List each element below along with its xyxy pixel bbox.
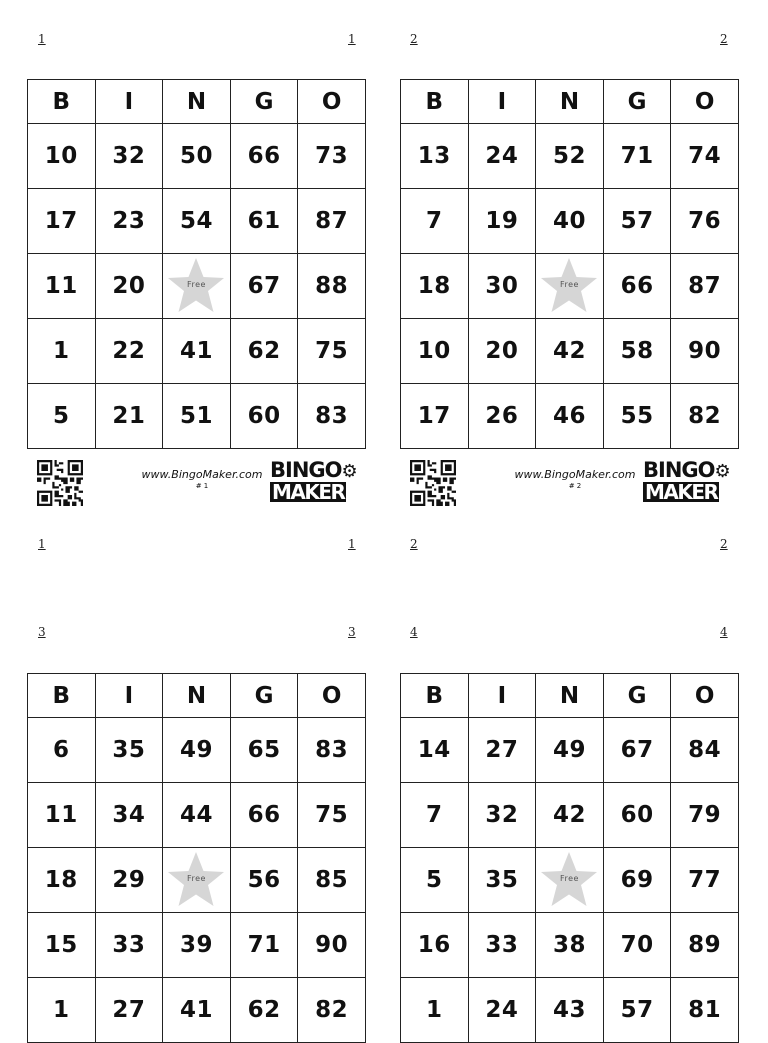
- bingo-cell: 84: [671, 718, 739, 783]
- bingo-cell: 41: [163, 319, 231, 384]
- bingo-row: [28, 254, 366, 319]
- bingo-cell: 18: [28, 848, 96, 913]
- bingo-header-row: [28, 80, 366, 124]
- site-url: www.BingoMaker.com: [141, 468, 263, 481]
- bingo-cell: 90: [298, 913, 366, 978]
- bingo-cell: 75: [298, 319, 366, 384]
- column-header-n: N: [536, 80, 604, 124]
- bingo-cell: 15: [28, 913, 96, 978]
- page-number-left: 3: [38, 625, 46, 639]
- free-label: Free: [186, 874, 206, 883]
- bingo-cell: 81: [671, 978, 739, 1043]
- bingo-grid: [27, 673, 366, 1043]
- bingo-cell: 65: [230, 718, 298, 783]
- bingo-cell: 16: [401, 913, 469, 978]
- card-footer: [400, 458, 739, 504]
- bingo-cell: 22: [95, 319, 163, 384]
- free-label: Free: [559, 874, 579, 883]
- bingo-row: [401, 848, 739, 913]
- bingo-cell: 43: [536, 978, 604, 1043]
- bingo-card: [400, 79, 739, 449]
- bingo-card: [27, 673, 366, 1043]
- column-header-o: O: [671, 80, 739, 124]
- page-number-right: 3: [348, 625, 356, 639]
- bingo-cell: 60: [603, 783, 671, 848]
- bingo-row: [28, 978, 366, 1043]
- bingo-grid: [400, 673, 739, 1043]
- bingo-cell: 87: [298, 189, 366, 254]
- bingo-cell: 27: [468, 718, 536, 783]
- column-header-o: O: [298, 674, 366, 718]
- bingo-cell: 14: [401, 718, 469, 783]
- bingo-grid: [400, 79, 739, 449]
- bingo-cell: 54: [163, 189, 231, 254]
- bingo-cell: 82: [298, 978, 366, 1043]
- bingo-cell: 20: [95, 254, 163, 319]
- bingo-cell: 42: [536, 783, 604, 848]
- bingo-cell: 13: [401, 124, 469, 189]
- bingo-cell: 83: [298, 384, 366, 449]
- bingo-cell: 66: [230, 124, 298, 189]
- bingo-row: [401, 913, 739, 978]
- column-header-b: B: [401, 674, 469, 718]
- bingo-cell: 39: [163, 913, 231, 978]
- bingo-cell: 35: [468, 848, 536, 913]
- bingo-cell: 85: [298, 848, 366, 913]
- bingo-maker-logo: BINGO⚙ MAKER: [643, 458, 730, 504]
- column-header-b: B: [401, 80, 469, 124]
- bingo-cell: 40: [536, 189, 604, 254]
- bingo-cell: 5: [401, 848, 469, 913]
- bingo-row: [401, 718, 739, 783]
- bingo-row: [28, 718, 366, 783]
- bingo-cell: 58: [603, 319, 671, 384]
- bingo-cell: 79: [671, 783, 739, 848]
- page-number-right: 2: [720, 537, 728, 551]
- bingo-cell: 56: [230, 848, 298, 913]
- bingo-cell: 26: [468, 384, 536, 449]
- bingo-row: [28, 319, 366, 384]
- bingo-cell: 29: [95, 848, 163, 913]
- free-label: Free: [559, 280, 579, 289]
- bingo-card: [400, 673, 739, 1043]
- free-space: [163, 254, 231, 319]
- site-url: www.BingoMaker.com: [514, 468, 636, 481]
- bingo-cell: 7: [401, 189, 469, 254]
- bingo-cell: 77: [671, 848, 739, 913]
- bingo-cell: 57: [603, 978, 671, 1043]
- bingo-cell: 20: [468, 319, 536, 384]
- bingo-row: [28, 189, 366, 254]
- bingo-row: [401, 319, 739, 384]
- column-header-o: O: [671, 674, 739, 718]
- column-header-n: N: [163, 674, 231, 718]
- bingo-cell: 44: [163, 783, 231, 848]
- page-number-left: 4: [410, 625, 418, 639]
- column-header-g: G: [230, 674, 298, 718]
- bingo-cell: 82: [671, 384, 739, 449]
- free-space: [536, 848, 604, 913]
- bingo-row: [28, 783, 366, 848]
- bingo-cell: 32: [468, 783, 536, 848]
- bingo-cell: 35: [95, 718, 163, 783]
- bingo-row: [401, 189, 739, 254]
- bingo-cell: 62: [230, 319, 298, 384]
- bingo-cell: 10: [401, 319, 469, 384]
- card-footer: [27, 458, 366, 504]
- bingo-cell: 24: [468, 978, 536, 1043]
- column-header-g: G: [603, 674, 671, 718]
- bingo-header-row: [401, 674, 739, 718]
- qr-code-icon: [37, 460, 83, 506]
- bingo-cell: 42: [536, 319, 604, 384]
- bingo-header-row: [28, 674, 366, 718]
- bingo-cell: 83: [298, 718, 366, 783]
- column-header-i: I: [468, 674, 536, 718]
- bingo-row: [401, 124, 739, 189]
- bingo-cell: 7: [401, 783, 469, 848]
- column-header-g: G: [603, 80, 671, 124]
- column-header-n: N: [536, 674, 604, 718]
- bingo-cell: 11: [28, 254, 96, 319]
- bingo-cell: 1: [28, 319, 96, 384]
- bingo-cell: 60: [230, 384, 298, 449]
- bingo-row: [28, 848, 366, 913]
- bingo-cell: 18: [401, 254, 469, 319]
- bingo-cell: 49: [536, 718, 604, 783]
- page-number-left: 1: [38, 32, 46, 46]
- bingo-cell: 66: [230, 783, 298, 848]
- bingo-cell: 5: [28, 384, 96, 449]
- page-number-left: 2: [410, 537, 418, 551]
- bingo-cell: 24: [468, 124, 536, 189]
- bingo-cell: 6: [28, 718, 96, 783]
- bingo-cell: 73: [298, 124, 366, 189]
- bingo-maker-logo: BINGO⚙ MAKER: [270, 458, 357, 504]
- bingo-cell: 75: [298, 783, 366, 848]
- qr-code-icon: [410, 460, 456, 506]
- bingo-header-row: [401, 80, 739, 124]
- bingo-cell: 51: [163, 384, 231, 449]
- bingo-grid: [27, 79, 366, 449]
- page-number-left: 1: [38, 537, 46, 551]
- bingo-row: [28, 124, 366, 189]
- bingo-cell: 74: [671, 124, 739, 189]
- bingo-cell: 1: [401, 978, 469, 1043]
- bingo-cell: 17: [401, 384, 469, 449]
- page-number-right: 1: [348, 537, 356, 551]
- bingo-cell: 50: [163, 124, 231, 189]
- bingo-cell: 49: [163, 718, 231, 783]
- column-header-n: N: [163, 80, 231, 124]
- bingo-cell: 1: [28, 978, 96, 1043]
- bingo-cell: 62: [230, 978, 298, 1043]
- page-number-right: 4: [720, 625, 728, 639]
- bingo-cell: 38: [536, 913, 604, 978]
- bingo-cell: 69: [603, 848, 671, 913]
- bingo-cell: 90: [671, 319, 739, 384]
- bingo-cell: 27: [95, 978, 163, 1043]
- bingo-cell: 32: [95, 124, 163, 189]
- page-number-left: 2: [410, 32, 418, 46]
- bingo-cell: 89: [671, 913, 739, 978]
- bingo-cell: 67: [230, 254, 298, 319]
- free-label: Free: [186, 280, 206, 289]
- bingo-cell: 70: [603, 913, 671, 978]
- page-number-right: 2: [720, 32, 728, 46]
- bingo-cell: 11: [28, 783, 96, 848]
- bingo-cell: 52: [536, 124, 604, 189]
- bingo-cell: 57: [603, 189, 671, 254]
- bingo-card: [27, 79, 366, 449]
- bingo-cell: 17: [28, 189, 96, 254]
- bingo-row: [28, 913, 366, 978]
- bingo-cell: 55: [603, 384, 671, 449]
- bingo-cell: 23: [95, 189, 163, 254]
- bingo-row: [28, 384, 366, 449]
- column-header-o: O: [298, 80, 366, 124]
- bingo-cell: 71: [230, 913, 298, 978]
- bingo-cell: 21: [95, 384, 163, 449]
- bingo-row: [401, 783, 739, 848]
- bingo-cell: 10: [28, 124, 96, 189]
- bingo-row: [401, 978, 739, 1043]
- bingo-cell: 33: [468, 913, 536, 978]
- bingo-cell: 34: [95, 783, 163, 848]
- column-header-i: I: [468, 80, 536, 124]
- card-number: # 1: [195, 482, 209, 490]
- bingo-cell: 67: [603, 718, 671, 783]
- bingo-cell: 61: [230, 189, 298, 254]
- free-space: [163, 848, 231, 913]
- bingo-cell: 41: [163, 978, 231, 1043]
- bingo-cell: 30: [468, 254, 536, 319]
- column-header-i: I: [95, 674, 163, 718]
- bingo-cell: 33: [95, 913, 163, 978]
- bingo-cell: 19: [468, 189, 536, 254]
- page-number-right: 1: [348, 32, 356, 46]
- bingo-cell: 46: [536, 384, 604, 449]
- bingo-cell: 87: [671, 254, 739, 319]
- bingo-row: [401, 384, 739, 449]
- column-header-b: B: [28, 80, 96, 124]
- column-header-i: I: [95, 80, 163, 124]
- bingo-row: [401, 254, 739, 319]
- card-number: # 2: [568, 482, 582, 490]
- bingo-cell: 66: [603, 254, 671, 319]
- bingo-cell: 76: [671, 189, 739, 254]
- free-space: [536, 254, 604, 319]
- bingo-cell: 88: [298, 254, 366, 319]
- column-header-g: G: [230, 80, 298, 124]
- column-header-b: B: [28, 674, 96, 718]
- bingo-cell: 71: [603, 124, 671, 189]
